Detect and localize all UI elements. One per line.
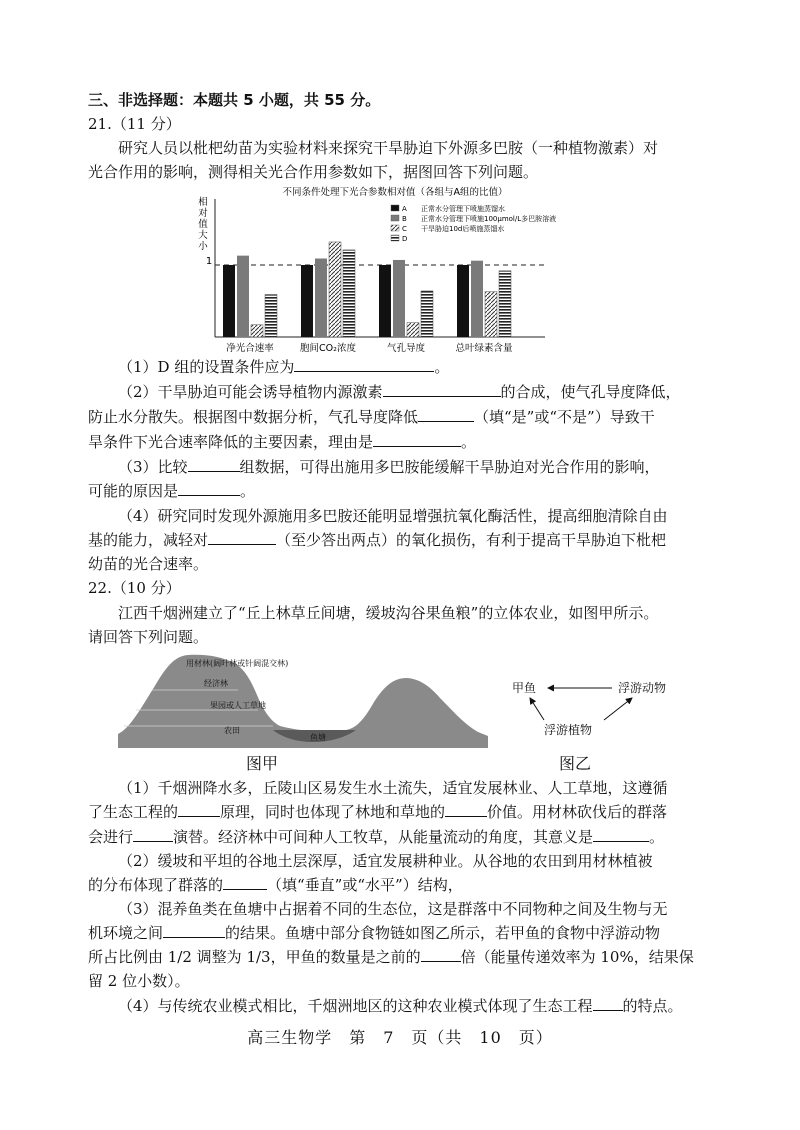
q22-intro-line2: 请回答下列问题。 (88, 628, 209, 646)
q22-part3-line4: 留 2 位小数）。 (88, 972, 190, 990)
q21-p2-blank2 (418, 407, 474, 422)
chart-ylabel-char: 大 (198, 230, 208, 241)
fig-a-label-fishpond: 鱼塘 (310, 733, 326, 742)
bar-B-2 (393, 260, 405, 337)
figure-a-caption: 图甲 (246, 754, 279, 773)
q21-header: 21.（11 分） (88, 115, 181, 133)
q21-intro-line2: 光合作用的影响，测得相关光合作用参数如下，据图回答下列问题。 (88, 163, 539, 181)
q21-p3-end: 。 (240, 482, 256, 500)
q21-p1-blank (294, 357, 434, 372)
q21-p2-blank3 (373, 432, 461, 447)
legend-name-B: B (402, 215, 407, 223)
q21-part3-line2 (88, 481, 255, 501)
figure-b-caption: 图乙 (559, 754, 592, 773)
q22-header: 22.（10 分） (88, 579, 181, 597)
q21-p4-text-b: 基的能力，减轻对 (88, 531, 209, 549)
x-tick-label-3: 总叶绿素含量 (455, 343, 513, 354)
bar-D-1 (343, 250, 355, 337)
chart-ytick-1: 1 (205, 256, 213, 267)
legend-desc-A: 正常水分管理下喷施蒸馏水 (421, 205, 505, 213)
q21-p1-text: （1）D 组的设置条件应为 (118, 358, 295, 376)
fig-a-label-timber-forest: 用材林(阔叶林或针阔混交林) (186, 659, 289, 668)
legend-desc-C: 干旱胁迫10d后喷施蒸馏水 (421, 225, 505, 233)
q21-p3-text-b: 组数据，可得出施用多巴胺能缓解干旱胁迫对光合作用的影响， (239, 458, 660, 476)
q22-p1-text-f: 演替。经济林中可间种人工牧草，从能量流动的角度，其意义是 (173, 828, 594, 846)
x-tick-label-1: 胞间CO₂浓度 (300, 343, 356, 354)
q21-p3-text-c: 可能的原因是 (88, 482, 179, 500)
legend-swatch-B (391, 215, 399, 221)
q22-p2-text-c: （填“垂直”或“水平”）结构， (267, 876, 463, 894)
q22-part3-line1: （3）混养鱼类在鱼塘中占据着不同的生态位，这是群落中不同物种之间及生物与无 (118, 900, 668, 918)
bar-B-0 (237, 256, 249, 337)
chart-ylabel-char: 小 (198, 241, 208, 252)
q21-p2-text-b: 的合成，使气孔导度降低， (500, 383, 681, 401)
q21-part2-line3 (88, 432, 476, 452)
q22-intro-line1: 江西千烟洲建立了“丘上林草丘间塘，缓坡沟谷果鱼粮”的立体农业，如图甲所示。 (118, 604, 659, 622)
q21-part3-line1 (118, 457, 660, 477)
q22-p3-blank2 (421, 947, 461, 962)
q22-part4 (118, 996, 683, 1016)
q21-p4-blank (208, 530, 276, 545)
q21-intro-line1: 研究人员以枇杷幼苗为实验材料来探究干旱胁迫下外源多巴胺（一种植物激素）对 (118, 139, 659, 157)
fig-a-label-economic-forest: 经济林 (204, 679, 228, 688)
legend-swatch-A (391, 205, 399, 211)
q21-part4-line2 (88, 530, 666, 550)
bar-C-2 (407, 323, 419, 337)
q21-bar-chart (195, 183, 570, 355)
q22-p3-text-d: 所占比例由 1/2 调整为 1/3，甲鱼的数量是之前的 (88, 948, 421, 966)
q21-p3-blank1 (188, 457, 240, 472)
q22-p1-text-e: 会进行 (88, 828, 134, 846)
q21-p2-text-d: （填“是”或“不是”）导致干 (474, 408, 655, 426)
q22-part3-line2 (88, 923, 660, 943)
bar-D-3 (499, 271, 511, 337)
figure-a-landscape (118, 650, 488, 748)
bar-A-3 (457, 265, 469, 337)
q22-p4-blank (593, 996, 623, 1011)
q22-part2-line1: （2）缓坡和平坦的谷地土层深厚，适宜发展耕种业。从谷地的农田到用材林植被 (118, 852, 653, 870)
q22-p4-text-a: （4）与传统农业模式相比，千烟洲地区的这种农业模式体现了生态工程 (118, 997, 593, 1015)
q22-part1-line1: （1）千烟洲降水多，丘陵山区易发生水土流失，适宜发展林业、人工草地，这遵循 (118, 779, 668, 797)
fig-a-label-farmland: 农田 (224, 726, 240, 735)
q22-p1-blank4 (593, 827, 649, 842)
node-turtle: 甲鱼 (512, 681, 537, 695)
q21-part2-line2 (88, 407, 655, 427)
q22-part3-line3 (88, 947, 694, 967)
q22-part2-line2 (88, 875, 463, 895)
bar-B-1 (315, 259, 327, 337)
q22-p3-text-c: 的结果。鱼塘中部分食物链如图乙所示，若甲鱼的食物中浮游动物 (225, 924, 661, 942)
fig-a-label-orchard: 果园或人工草地 (210, 701, 266, 710)
chart-ylabel-char: 值 (198, 219, 208, 230)
section-title: 三、非选择题：本题共 5 小题，共 55 分。 (88, 91, 381, 109)
bar-C-1 (329, 242, 341, 337)
bar-D-2 (421, 291, 433, 337)
q22-part1-line2 (88, 802, 667, 822)
x-tick-label-0: 净光合速率 (226, 343, 274, 354)
q21-p2-text-e: 旱条件下光合速率降低的主要因素，理由是 (88, 433, 374, 451)
q21-part2-line1 (118, 382, 681, 402)
q21-p2-text-a: （2）干旱胁迫可能会诱导植物内源激素 (118, 383, 383, 401)
figure-b-food-chain (508, 678, 683, 740)
q22-p1-text-d: 价值。用材林砍伐后的群落 (487, 803, 668, 821)
legend-name-A: A (402, 205, 407, 213)
chart-title: 不同条件处理下光合参数相对值（各组与A组的比值） (282, 187, 508, 198)
chart-ylabel (198, 196, 208, 252)
q22-p2-blank (223, 875, 267, 890)
q21-p3-text-a: （3）比较 (118, 458, 188, 476)
q22-p1-blank2 (445, 802, 487, 817)
bar-A-1 (301, 265, 313, 337)
bar-B-3 (471, 261, 483, 337)
chart-ylabel-char: 相 (198, 197, 208, 208)
q22-p1-end: 。 (649, 828, 665, 846)
q22-p1-blank3 (133, 827, 173, 842)
legend-swatch-D (391, 235, 399, 241)
q21-p2-blank1 (383, 382, 501, 397)
bar-A-2 (379, 265, 391, 337)
q21-part4-line3: 幼苗的光合速率。 (88, 555, 209, 573)
q22-p3-text-b: 机环境之间 (88, 924, 164, 942)
q22-p1-blank1 (178, 802, 220, 817)
q21-p3-blank2 (178, 481, 240, 496)
bar-C-3 (485, 292, 497, 337)
q21-p1-end: 。 (434, 358, 450, 376)
arrow-phytoplankton-to-turtle (530, 698, 544, 720)
q22-p2-text-b: 的分布体现了群落的 (88, 876, 224, 894)
q22-p1-text-c: 原理，同时也体现了林地和草地的 (220, 803, 446, 821)
q22-p4-text-b: 的特点。 (622, 997, 683, 1015)
node-phytoplankton: 浮游植物 (544, 723, 593, 737)
q21-p2-text-c: 防止水分散失。根据图中数据分析，气孔导度降低 (88, 408, 419, 426)
legend-desc-B: 正常水分管理下喷施100μmol/L多巴胺溶液 (421, 215, 557, 223)
q21-p4-text-c: （至少答出两点）的氧化损伤，有利于提高干旱胁迫下枇杷 (276, 531, 667, 549)
q22-p3-text-e: 倍（能量传递效率为 10%，结果保 (460, 948, 694, 966)
q22-p3-blank1 (163, 923, 225, 938)
bar-C-0 (251, 325, 263, 337)
node-zooplankton: 浮游动物 (618, 681, 667, 695)
q21-part1 (118, 357, 449, 377)
legend-name-C: C (402, 225, 407, 233)
arrow-phytoplankton-to-zooplankton (604, 698, 632, 720)
bar-D-0 (265, 295, 277, 337)
q22-p1-text-b: 了生态工程的 (88, 803, 179, 821)
q22-part1-line3 (88, 827, 664, 847)
q21-p2-end: 。 (461, 433, 477, 451)
q21-part4-line1: （4）研究同时发现外源施用多巴胺还能明显增强抗氧化酶活性，提高细胞清除自由 (118, 507, 668, 525)
legend-name-D: D (402, 235, 408, 243)
bar-A-0 (223, 265, 235, 337)
legend-swatch-C (391, 225, 399, 231)
chart-ylabel-char: 对 (198, 208, 208, 219)
x-tick-label-2: 气孔导度 (386, 343, 426, 354)
page-footer: 高三生物学 第 7 页（共 10 页） (247, 1028, 553, 1047)
